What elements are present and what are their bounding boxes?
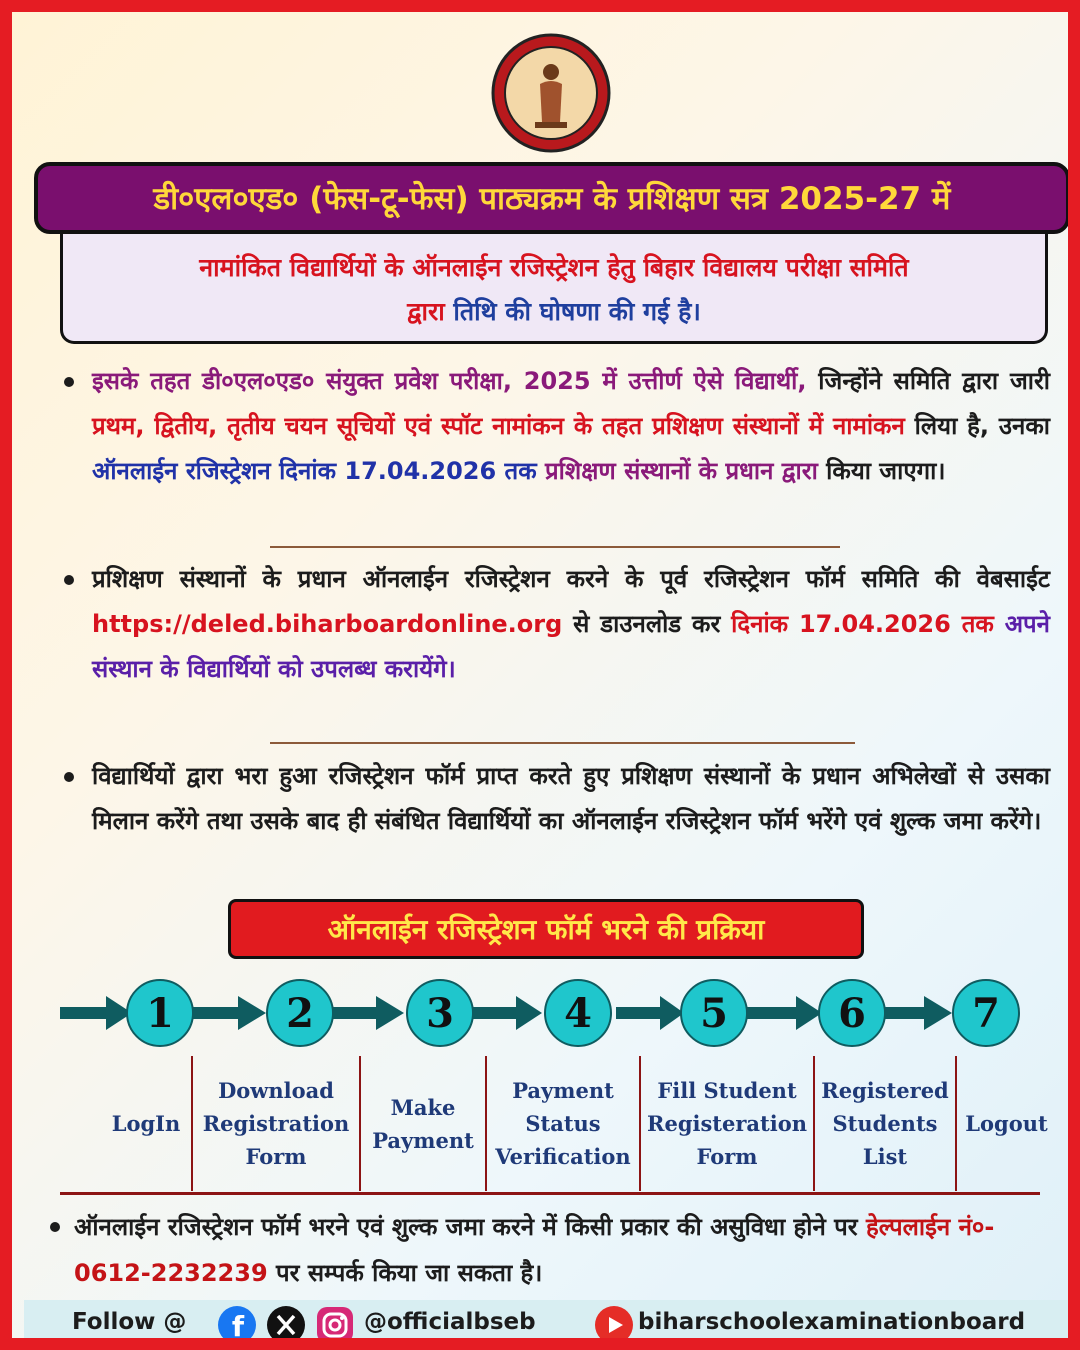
separator: [270, 546, 840, 548]
bseb-emblem-logo: [490, 32, 612, 154]
website-url-link[interactable]: https://deled.biharboardonline.org: [92, 610, 563, 638]
step-5-number: 5: [700, 990, 728, 1037]
follow-label: Follow @: [72, 1309, 187, 1335]
step-7-label: Logout: [965, 1111, 1048, 1136]
x-twitter-icon[interactable]: [266, 1305, 306, 1345]
separator: [270, 742, 855, 744]
step-2-number: 2: [286, 990, 314, 1037]
step-1-number: 1: [146, 990, 174, 1037]
bullet-form-download: प्रशिक्षण संस्थानों के प्रधान ऑनलाईन रजिस्ट्रेशन करने के पूर्व रजिस्ट्रेशन फॉर्म समिति की वेबसाईट https://deled.biharboardonline.org से डाउनलोड कर दिनांक 17.04.2026 तक अपने संस्थान के विद्यार्थियों को उपलब्ध करायेंगे।: [92, 557, 1050, 692]
step-divider: [359, 1056, 361, 1191]
step-6-number: 6: [838, 990, 866, 1037]
subtitle-line1: नामांकित विद्यार्थियों के ऑनलाईन रजिस्ट्रेशन हेतु बिहार विद्यालय परीक्षा समिति: [199, 253, 909, 282]
step-5-label: Fill Student Registeration Form: [647, 1078, 807, 1169]
svg-text:f: f: [231, 1310, 245, 1343]
step-7-number: 7: [972, 990, 1000, 1037]
step-divider: [485, 1056, 487, 1191]
step-divider: [813, 1056, 815, 1191]
facebook-icon[interactable]: [217, 1305, 257, 1345]
step-6-label: Registered Students List: [821, 1078, 949, 1169]
step-divider: [955, 1056, 957, 1191]
helpline-note: ऑनलाईन रजिस्ट्रेशन फॉर्म भरने एवं शुल्क जमा करने में किसी प्रकार की असुविधा होने पर हेल्पलाईन नं०- 0612-2232239 पर सम्पर्क किया जा सकता है।: [74, 1204, 1059, 1296]
social-footer: [24, 1300, 1080, 1350]
steps-baseline: [60, 1192, 1040, 1195]
social-handle[interactable]: @officialbseb: [364, 1309, 536, 1335]
subtitle-line2: द्वारा तिथि की घोषणा की गई है।: [407, 297, 701, 326]
bullet-registration-date: इसके तहत डी०एल०एड० संयुक्त प्रवेश परीक्षा, 2025 में उत्तीर्ण ऐसे विद्यार्थी, जिन्होंने समिति द्वारा जारी प्रथम, द्वितीय, तृतीय चयन सूचियों एवं स्पॉट नामांकन के तहत प्रशिक्षण संस्थानों में नामांकन लिया है, उनका ऑनलाईन रजिस्ट्रेशन दिनांक 17.04.2026 तक प्रशिक्षण संस्थानों के प्रधान द्वारा किया जाएगा।: [92, 359, 1050, 494]
main-title: डी०एल०एड० (फेस-टू-फेस) पाठ्यक्रम के प्रशिक्षण सत्र 2025-27 में: [34, 162, 1070, 234]
process-title: ऑनलाईन रजिस्ट्रेशन फॉर्म भरने की प्रक्रिया: [228, 899, 864, 959]
step-3-label: Make Payment: [372, 1094, 474, 1153]
step-4-label: Payment Status Verification: [495, 1078, 631, 1169]
youtube-icon[interactable]: [594, 1305, 634, 1345]
youtube-channel[interactable]: biharschoolexaminationboard: [638, 1309, 1026, 1335]
instagram-icon[interactable]: [315, 1305, 355, 1345]
step-4-number: 4: [564, 990, 592, 1037]
step-divider: [639, 1056, 641, 1191]
bullet-verification: विद्यार्थियों द्वारा भरा हुआ रजिस्ट्रेशन फॉर्म प्राप्त करते हुए प्रशिक्षण संस्थानों के प्रधान अभिलेखों से उसका मिलान करेंगे तथा उसके बाद ही संबंधित विद्यार्थियों का ऑनलाईन रजिस्ट्रेशन फॉर्म भरेंगे एवं शुल्क जमा करेंगे।: [92, 754, 1050, 844]
step-divider: [191, 1056, 193, 1191]
helpline-number[interactable]: हेल्पलाईन नं०- 0612-2232239: [74, 1213, 995, 1287]
subtitle-box: [60, 234, 1048, 344]
step-flow: [12, 974, 1080, 1054]
step-1-label: LogIn: [111, 1111, 181, 1136]
step-2-label: Download Registration Form: [202, 1078, 350, 1169]
step-3-number: 3: [426, 990, 454, 1037]
